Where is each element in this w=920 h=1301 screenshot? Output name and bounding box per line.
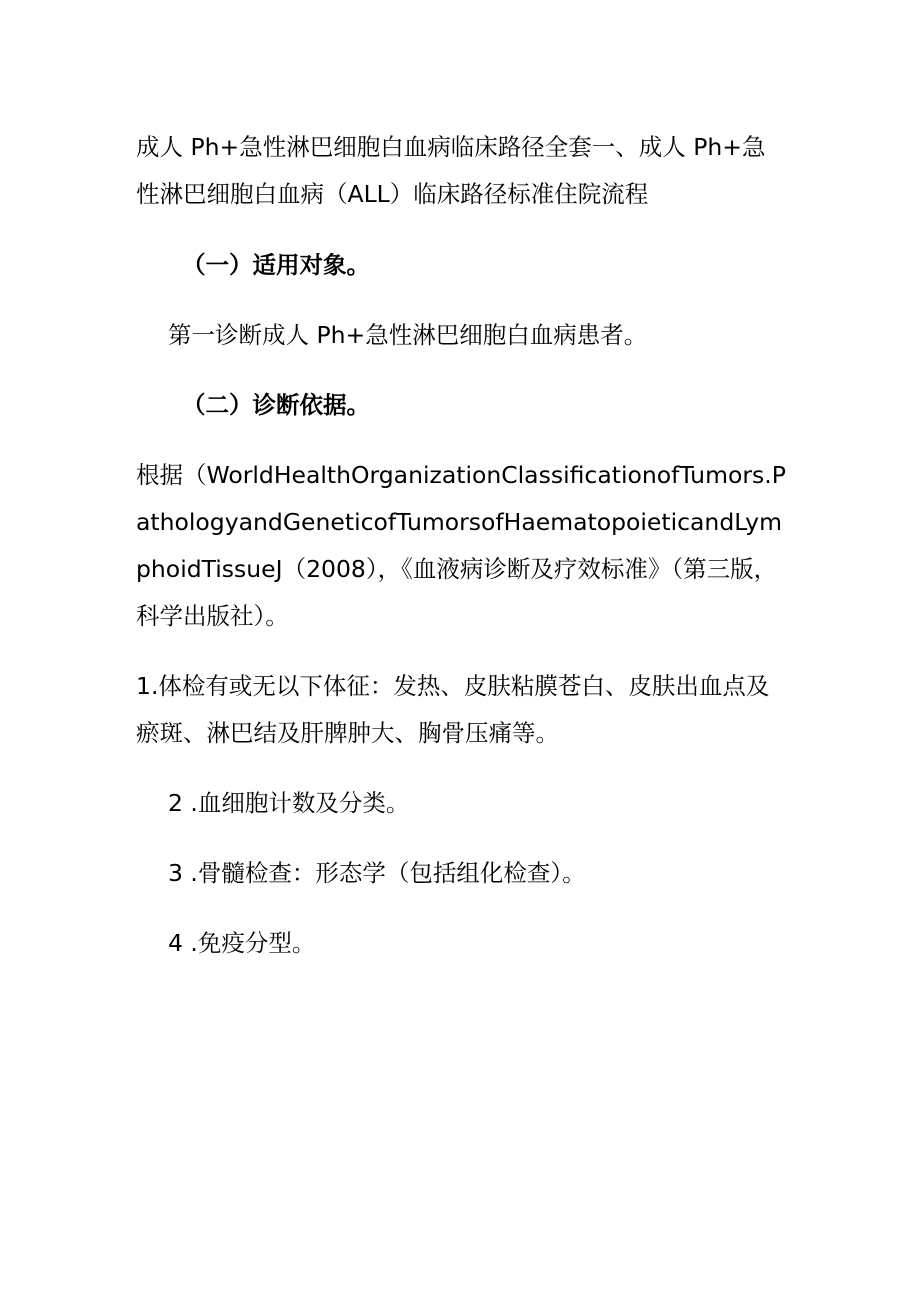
section-body-applicable-subjects: 第一诊断成人 Ph+急性淋巴细胞白血病患者。 [168, 321, 648, 349]
document-content [136, 124, 786, 990]
list-item: 4 .免疫分型。 [168, 929, 316, 957]
diagnostic-basis-reference: 根据（WorldHealthOrganizationClassificationofTumors.PathologyandGeneticofTumorsofHaematopoieticandLymphoidTissueJ（2008），《血液病诊断及疗效标准》（第三版，科学出版社）。 [136, 461, 786, 630]
list-item: 2 .血细胞计数及分类。 [168, 789, 410, 817]
document-title: 成人 Ph+急性淋巴细胞白血病临床路径全套一、成人 Ph+急性淋巴细胞白血病（ALL）临床路径标准住院流程 [136, 133, 766, 208]
list-item: 1.体检有或无以下体征：发热、皮肤粘膜苍白、皮肤出血点及瘀斑、淋巴结及肝脾肿大、胸骨压痛等。 [136, 672, 770, 747]
section-heading-applicable-subjects: （一）适用对象。 [182, 251, 370, 279]
list-item: 3 .骨髓检查：形态学（包括组化检查）。 [168, 859, 586, 887]
section-heading-diagnostic-basis: （二）诊断依据。 [182, 391, 370, 419]
